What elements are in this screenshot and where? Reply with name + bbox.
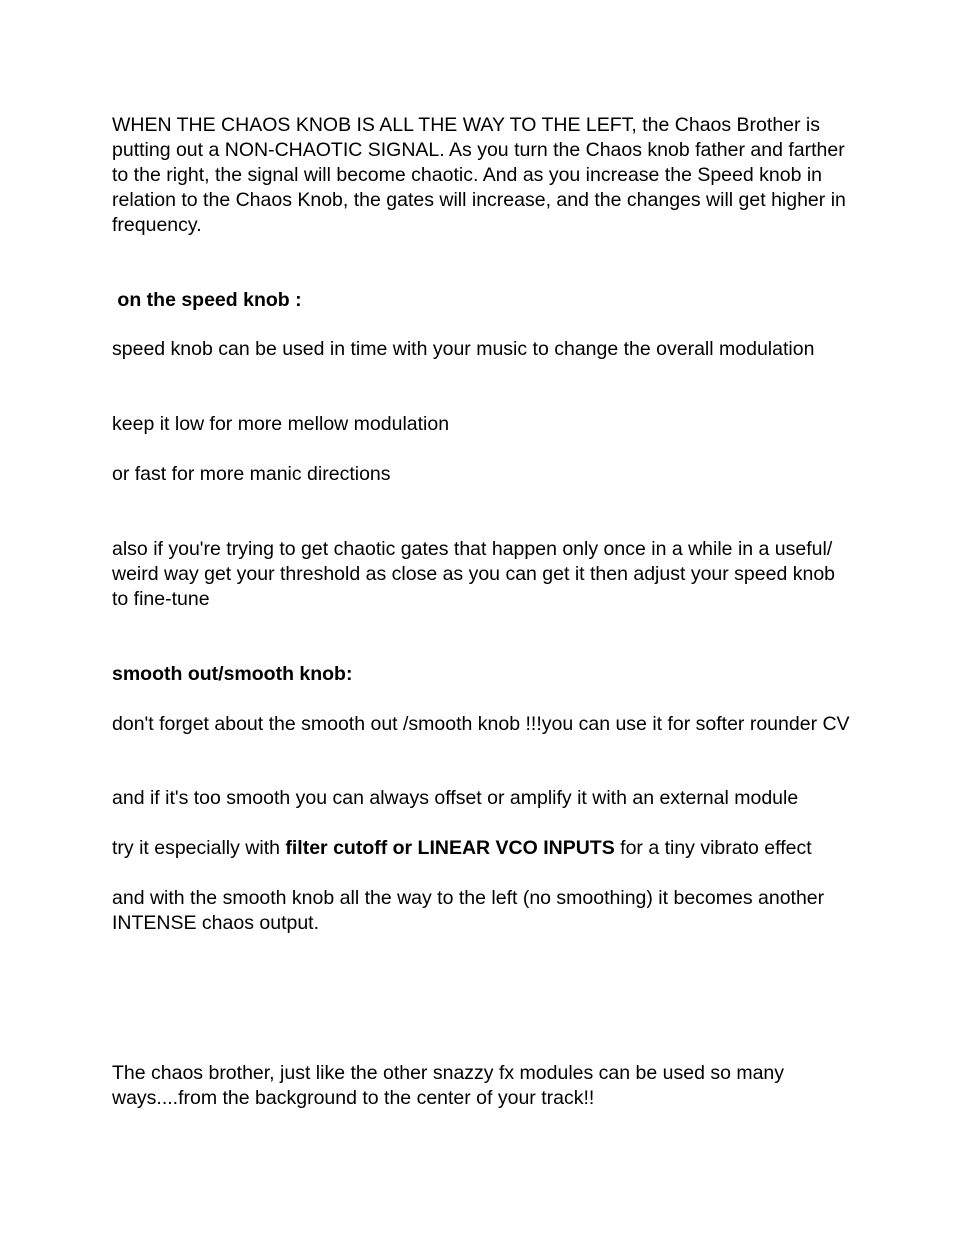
smooth-paragraph-3 <box>112 836 852 861</box>
smooth-paragraph-3-bold: filter cutoff or LINEAR VCO INPUTS <box>285 837 615 859</box>
intro-paragraph: WHEN THE CHAOS KNOB IS ALL THE WAY TO THE LEFT, the Chaos Brother is putting out a NON-CHAOTIC SIGNAL. As you turn the Chaos knob father and farther to the right, the signal will become chaotic. And as you increase the Speed knob in relation to the Chaos Knob, the gates will increase, and the changes will get higher in frequency. <box>112 114 846 236</box>
smooth-paragraph-2: and if it's too smooth you can always offset or amplify it with an external module <box>112 787 799 809</box>
smooth-paragraph-1: don't forget about the smooth out /smooth knob !!!you can use it for softer rounder CV <box>112 713 850 735</box>
speed-paragraph-3: or fast for more manic directions <box>112 463 391 485</box>
speed-knob-heading: on the speed knob : <box>112 289 302 311</box>
smooth-paragraph-3-pre: try it especially with <box>112 837 286 859</box>
smooth-paragraph-3-post: for a tiny vibrato effect <box>614 837 812 859</box>
smooth-paragraph-4: and with the smooth knob all the way to the left (no smoothing) it becomes another INTENSE chaos output. <box>112 887 825 934</box>
speed-paragraph-2: keep it low for more mellow modulation <box>112 413 450 435</box>
smooth-knob-heading: smooth out/smooth knob: <box>112 663 353 685</box>
closing-paragraph: The chaos brother, just like the other snazzy fx modules can be used so many ways....from the background to the center of your track!! <box>112 1062 785 1109</box>
speed-paragraph-4: also if you're trying to get chaotic gates that happen only once in a while in a useful/ weird way get your threshold as close as you can get it then adjust your speed knob to fine-tune <box>112 538 836 610</box>
speed-paragraph-1: speed knob can be used in time with your music to change the overall modulation <box>112 338 815 360</box>
